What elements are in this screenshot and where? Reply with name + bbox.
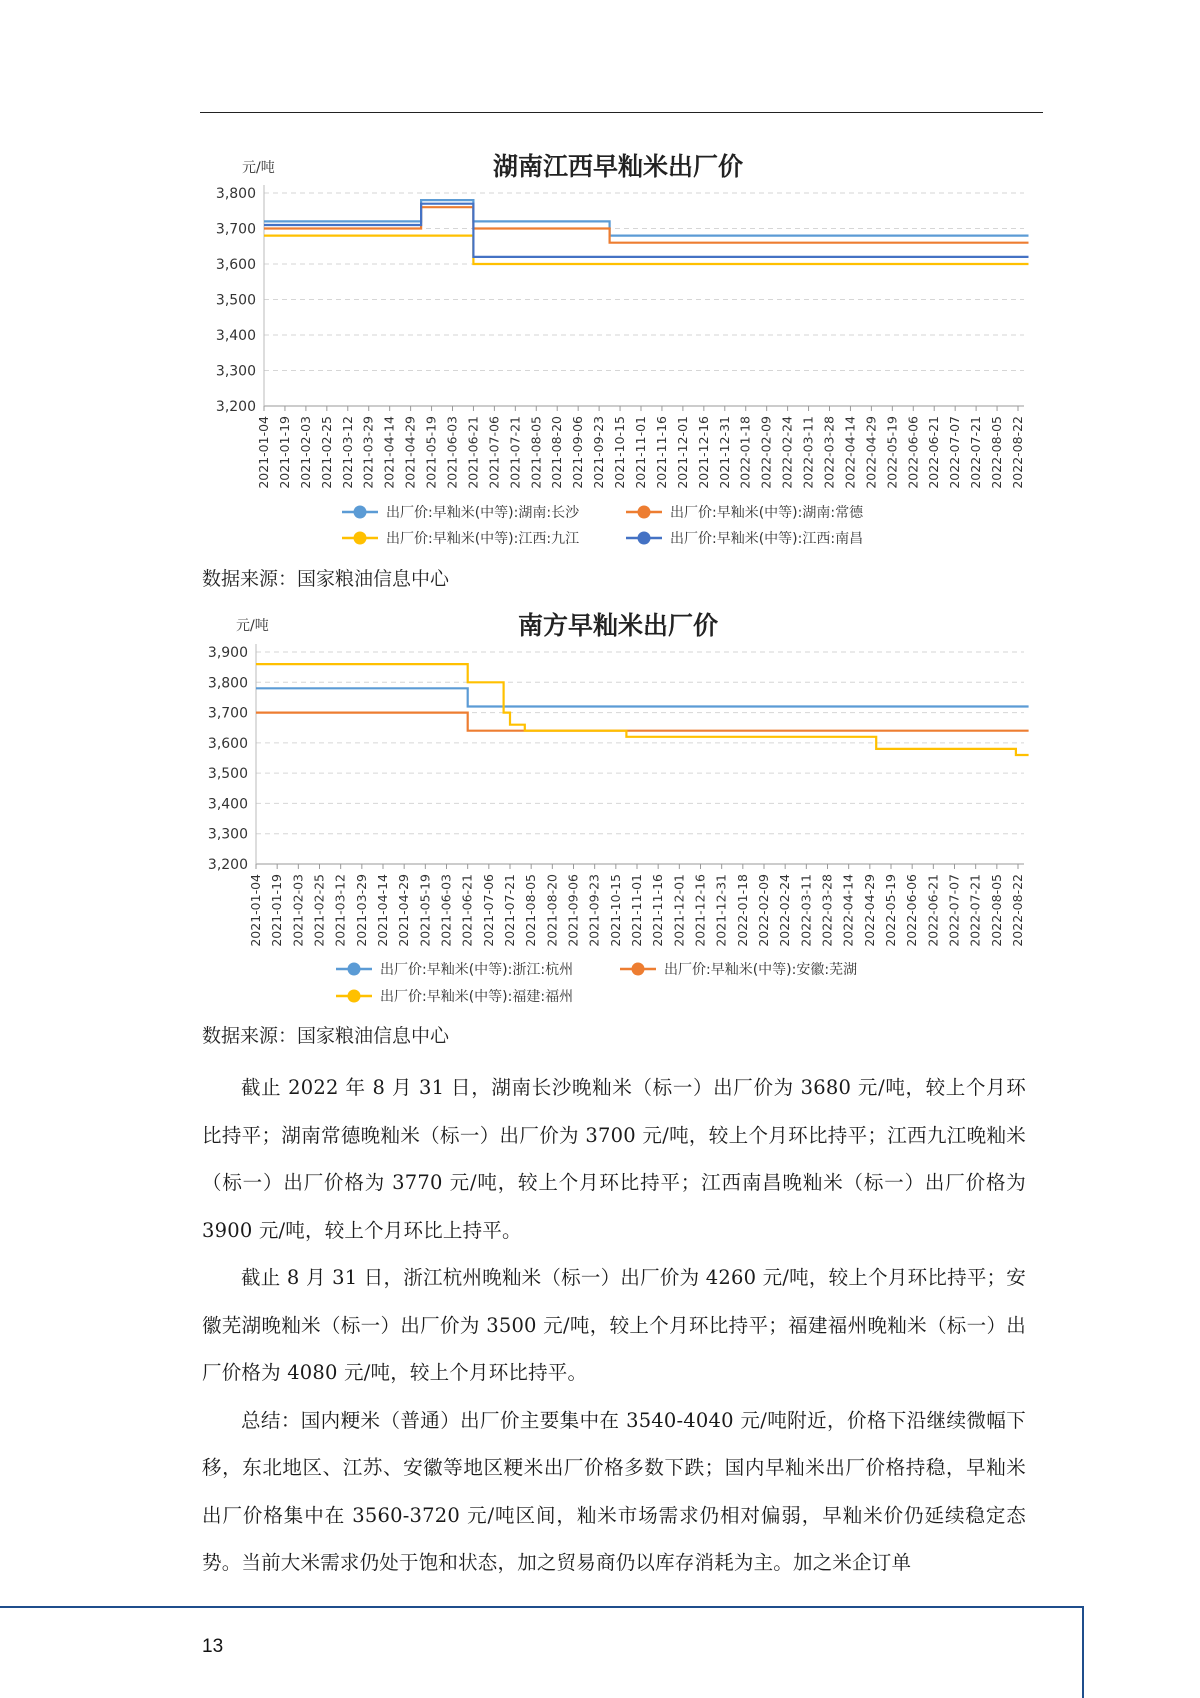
x-tick-label: 2022-06-21 xyxy=(926,416,942,489)
legend-label-2: 出厂价:早籼米(中等):湖南:常德 xyxy=(670,505,864,521)
x-tick-label: 2022-04-14 xyxy=(840,874,856,947)
x-tick-label: 2021-02-03 xyxy=(297,416,313,489)
series-line-2 xyxy=(256,713,1029,731)
x-tick-label: 2021-10-15 xyxy=(607,874,623,947)
chart-south-early-rice xyxy=(200,600,1040,1010)
x-tick-label: 2022-07-21 xyxy=(968,416,984,489)
y-tick-label: 3,900 xyxy=(207,645,248,661)
x-tick-label: 2022-08-22 xyxy=(1010,416,1025,489)
legend-marker-4 xyxy=(638,532,651,545)
legend-marker-2 xyxy=(632,963,645,976)
x-tick-label: 2021-06-21 xyxy=(459,874,475,947)
x-tick-label: 2021-11-01 xyxy=(633,416,648,489)
legend-marker-3 xyxy=(354,532,367,545)
x-tick-label: 2021-05-19 xyxy=(423,416,439,489)
chart-title: 湖南江西早籼米出厂价 xyxy=(492,152,744,181)
x-tick-label: 2021-01-04 xyxy=(248,874,263,947)
x-tick-label: 2022-07-21 xyxy=(967,874,983,947)
x-tick-label: 2021-01-04 xyxy=(256,416,271,489)
x-tick-label: 2021-03-12 xyxy=(332,874,348,947)
x-tick-label: 2022-03-28 xyxy=(819,874,835,947)
x-tick-label: 2021-09-23 xyxy=(591,416,607,489)
legend-marker-1 xyxy=(354,506,367,519)
x-tick-label: 2021-12-16 xyxy=(692,874,708,947)
x-tick-label: 2021-01-19 xyxy=(276,416,292,489)
x-tick-label: 2021-12-01 xyxy=(671,874,687,947)
x-tick-label: 2021-02-03 xyxy=(290,874,306,947)
chart-svg-1 xyxy=(200,140,1040,560)
paragraph-summary: 总结：国内粳米（普通）出厂价主要集中在 3540-4040 元/吨附近，价格下沿继续微幅下移，东北地区、江苏、安徽等地区粳米出厂价格多数下跌；国内早籼米出厂价格持稳，早籼米出厂价格集中在 3560-3720 元/吨区间，籼米市场需求仍相对偏弱，早籼米价仍延续稳定态势。当前大米需求仍处于饱和状态，加之贸易商仍以库存消耗为主。加之米企订单 xyxy=(202,1408,1026,1574)
x-tick-label: 2021-07-21 xyxy=(507,416,523,489)
x-tick-label: 2021-07-06 xyxy=(486,416,502,489)
x-tick-label: 2021-03-12 xyxy=(339,416,355,489)
footer-rule-vertical xyxy=(1082,1606,1084,1698)
y-tick-label: 3,500 xyxy=(215,292,256,309)
y-tick-label: 3,200 xyxy=(215,399,256,415)
legend-label-1: 出厂价:早籼米(中等):湖南:长沙 xyxy=(386,505,580,521)
series-line-3 xyxy=(264,236,1029,264)
y-tick-label: 3,200 xyxy=(207,857,248,873)
x-tick-label: 2021-07-06 xyxy=(480,874,496,947)
chart-svg-2 xyxy=(200,600,1040,1010)
x-tick-label: 2021-04-14 xyxy=(381,416,397,489)
y-tick-label: 3,300 xyxy=(215,363,256,380)
legend-label-3: 出厂价:早籼米(中等):福建:福州 xyxy=(380,989,574,1005)
y-tick-label: 3,500 xyxy=(207,766,248,783)
legend-label-4: 出厂价:早籼米(中等):江西:南昌 xyxy=(670,531,864,547)
legend-marker-1 xyxy=(348,963,361,976)
y-tick-label: 3,600 xyxy=(207,735,248,752)
y-tick-label: 3,800 xyxy=(215,186,256,202)
series-line-3 xyxy=(256,664,1029,755)
y-axis-unit: 元/吨 xyxy=(242,160,275,176)
x-tick-label: 2021-10-15 xyxy=(612,416,628,489)
y-tick-label: 3,600 xyxy=(215,257,256,273)
x-tick-label: 2021-02-25 xyxy=(318,416,334,489)
chart-hunan-jiangxi xyxy=(200,140,1040,560)
y-tick-label: 3,400 xyxy=(215,328,256,344)
x-tick-label: 2022-04-29 xyxy=(861,874,877,947)
x-tick-label: 2021-08-20 xyxy=(544,874,560,947)
x-tick-label: 2022-05-19 xyxy=(884,416,900,489)
x-tick-label: 2021-08-05 xyxy=(523,874,539,947)
x-tick-label: 2021-12-31 xyxy=(716,416,732,489)
x-tick-label: 2021-09-06 xyxy=(565,874,581,947)
footer-rule xyxy=(0,1606,1083,1608)
series-line-1 xyxy=(264,200,1029,236)
series-line-4 xyxy=(264,204,1029,257)
x-tick-label: 2022-03-11 xyxy=(800,416,816,489)
data-source-1: 数据来源：国家粮油信息中心 xyxy=(202,568,450,590)
x-tick-label: 2022-07-07 xyxy=(946,874,962,947)
x-tick-label: 2021-06-03 xyxy=(438,874,454,947)
paragraph-late-rice-zhejiang-anhui-fujian: 截止 8 月 31 日，浙江杭州晚籼米（标一）出厂价为 4260 元/吨，较上个月环比持平；安徽芜湖晚籼米（标一）出厂价为 3500 元/吨，较上个月环比持平；福建福州晚籼米（标一）出厂价格为 4080 元/吨，较上个月环比持平。 xyxy=(202,1266,1026,1384)
x-tick-label: 2021-12-16 xyxy=(695,416,711,489)
series-line-1 xyxy=(256,688,1029,706)
legend-marker-2 xyxy=(638,506,651,519)
x-tick-label: 2022-04-29 xyxy=(863,416,879,489)
x-tick-label: 2021-11-16 xyxy=(653,416,669,489)
x-tick-label: 2022-02-24 xyxy=(777,874,793,947)
legend-label-1: 出厂价:早籼米(中等):浙江:杭州 xyxy=(380,962,574,978)
x-tick-label: 2021-12-01 xyxy=(674,416,690,489)
x-tick-label: 2021-05-19 xyxy=(417,874,433,947)
x-tick-label: 2021-07-21 xyxy=(502,874,517,947)
x-tick-label: 2022-03-11 xyxy=(798,874,814,947)
x-tick-label: 2021-09-06 xyxy=(570,416,586,489)
y-tick-label: 3,800 xyxy=(207,675,248,692)
x-tick-label: 2021-04-29 xyxy=(396,874,412,947)
x-tick-label: 2021-12-31 xyxy=(713,874,729,947)
x-tick-label: 2022-01-18 xyxy=(737,416,753,489)
x-tick-label: 2022-03-28 xyxy=(821,416,837,489)
x-tick-label: 2022-05-19 xyxy=(883,874,898,947)
x-tick-label: 2022-08-05 xyxy=(989,416,1005,489)
x-tick-label: 2022-08-05 xyxy=(988,874,1004,947)
x-tick-label: 2021-02-25 xyxy=(311,874,327,947)
x-tick-label: 2022-04-14 xyxy=(842,416,858,489)
x-tick-label: 2021-08-20 xyxy=(549,416,565,489)
x-tick-label: 2021-04-29 xyxy=(402,416,418,489)
x-tick-label: 2022-02-09 xyxy=(756,874,771,947)
x-tick-label: 2021-11-01 xyxy=(629,874,644,947)
body-text xyxy=(202,1064,1026,1587)
page-number: 13 xyxy=(202,1636,224,1657)
x-tick-label: 2022-01-18 xyxy=(734,874,750,947)
x-tick-label: 2021-06-21 xyxy=(465,416,481,489)
x-tick-label: 2022-06-06 xyxy=(905,416,921,489)
x-tick-label: 2021-04-14 xyxy=(375,874,390,947)
y-tick-label: 3,300 xyxy=(207,826,248,843)
x-tick-label: 2021-01-19 xyxy=(269,874,285,947)
x-tick-label: 2021-03-29 xyxy=(360,416,376,489)
x-tick-label: 2021-06-03 xyxy=(444,416,460,489)
paragraph-late-rice-hunan-jiangxi: 截止 2022 年 8 月 31 日，湖南长沙晚籼米（标一）出厂价为 3680 元/吨，较上个月环比持平；湖南常德晚籼米（标一）出厂价为 3700 元/吨，较上个月环比持平；江西九江晚籼米（标一）出厂价格为 3770 元/吨，较上个月环比持平；江西南昌晚籼米（标一）出厂价格为 3900 元/吨，较上个月环比上持平。 xyxy=(202,1076,1026,1242)
legend-label-3: 出厂价:早籼米(中等):江西:九江 xyxy=(386,531,580,547)
x-tick-label: 2022-02-24 xyxy=(779,416,795,489)
y-tick-label: 3,700 xyxy=(207,705,248,722)
y-tick-label: 3,700 xyxy=(215,221,256,238)
legend-marker-3 xyxy=(348,990,361,1003)
x-tick-label: 2021-09-23 xyxy=(586,874,602,947)
y-tick-label: 3,400 xyxy=(207,796,248,813)
x-tick-label: 2021-11-16 xyxy=(650,874,666,947)
x-tick-label: 2021-03-29 xyxy=(353,874,369,947)
x-tick-label: 2021-08-05 xyxy=(528,416,544,489)
x-tick-label: 2022-08-22 xyxy=(1010,874,1025,947)
data-source-2: 数据来源：国家粮油信息中心 xyxy=(202,1025,450,1047)
chart-title: 南方早籼米出厂价 xyxy=(517,611,719,640)
y-axis-unit: 元/吨 xyxy=(236,618,269,634)
x-tick-label: 2022-02-09 xyxy=(758,416,774,489)
legend-label-2: 出厂价:早籼米(中等):安徽:芜湖 xyxy=(664,962,858,978)
header-rule xyxy=(200,112,1043,113)
x-tick-label: 2022-06-06 xyxy=(904,874,920,947)
x-tick-label: 2022-07-07 xyxy=(947,416,963,489)
x-tick-label: 2022-06-21 xyxy=(925,874,941,947)
